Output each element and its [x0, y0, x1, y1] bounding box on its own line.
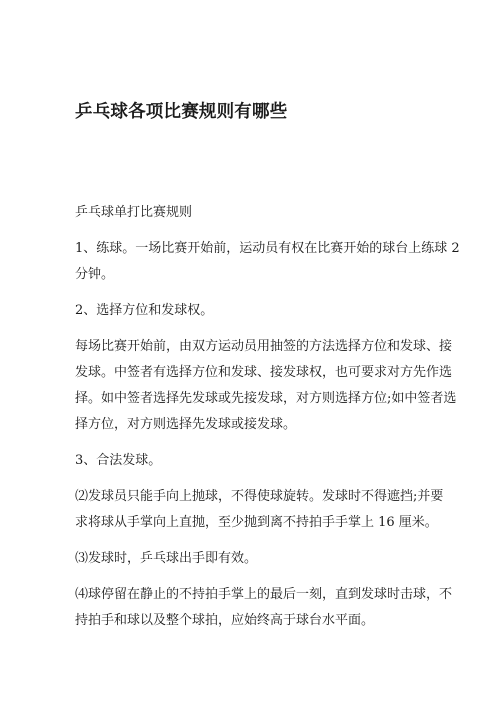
paragraph-practice [75, 236, 460, 288]
text-line: 发球。中签者有选择方位和发球、接发球权，也可要求对方先作选 [75, 365, 453, 380]
paragraph-serve-rule-4 [75, 582, 453, 634]
text-line: 持拍手和球以及整个球拍，应始终高于球台水平面。 [75, 613, 375, 628]
document-title: 乒乓球各项比赛规则有哪些 [75, 102, 288, 122]
paragraph-serve-rule-2 [75, 484, 444, 536]
text-line: 乒乓球单打比赛规则 [75, 205, 193, 220]
paragraph-subtitle [75, 200, 427, 226]
paragraph-legal-serve-heading [75, 448, 427, 474]
text-line: 1、练球。一场比赛开始前，运动员有权在比赛开始的球台上练球 2 [75, 241, 460, 256]
text-line: 3、合法发球。 [75, 453, 162, 468]
document-body [75, 200, 460, 644]
text-line: 每场比赛开始前，由双方运动员用抽签的方法选择方位和发球、接 [75, 339, 453, 354]
paragraph-choose-side [75, 334, 457, 438]
text-line: 择。如中签者选择先发球或先接发球，对方则选择方位;如中签者选 [75, 391, 457, 406]
text-line: 求将球从手掌向上直抛，至少抛到离不持拍手手掌上 16 厘米。 [75, 515, 438, 530]
text-line: ⑶发球时，乒乓球出手即有效。 [75, 551, 258, 566]
text-line: 2、选择方位和发球权。 [75, 303, 214, 318]
text-line: 择方位，对方则选择先发球或接发球。 [75, 417, 297, 432]
text-line: ⑷球停留在静止的不持拍手掌上的最后一刻，直到发球时击球，不 [75, 587, 453, 602]
paragraph-choose-side-heading [75, 298, 427, 324]
paragraph-serve-rule-3 [75, 546, 427, 572]
text-line: ⑵发球员只能手向上抛球，不得使球旋转。发球时不得遮挡;并要 [75, 489, 444, 504]
text-line: 分钟。 [75, 267, 115, 282]
